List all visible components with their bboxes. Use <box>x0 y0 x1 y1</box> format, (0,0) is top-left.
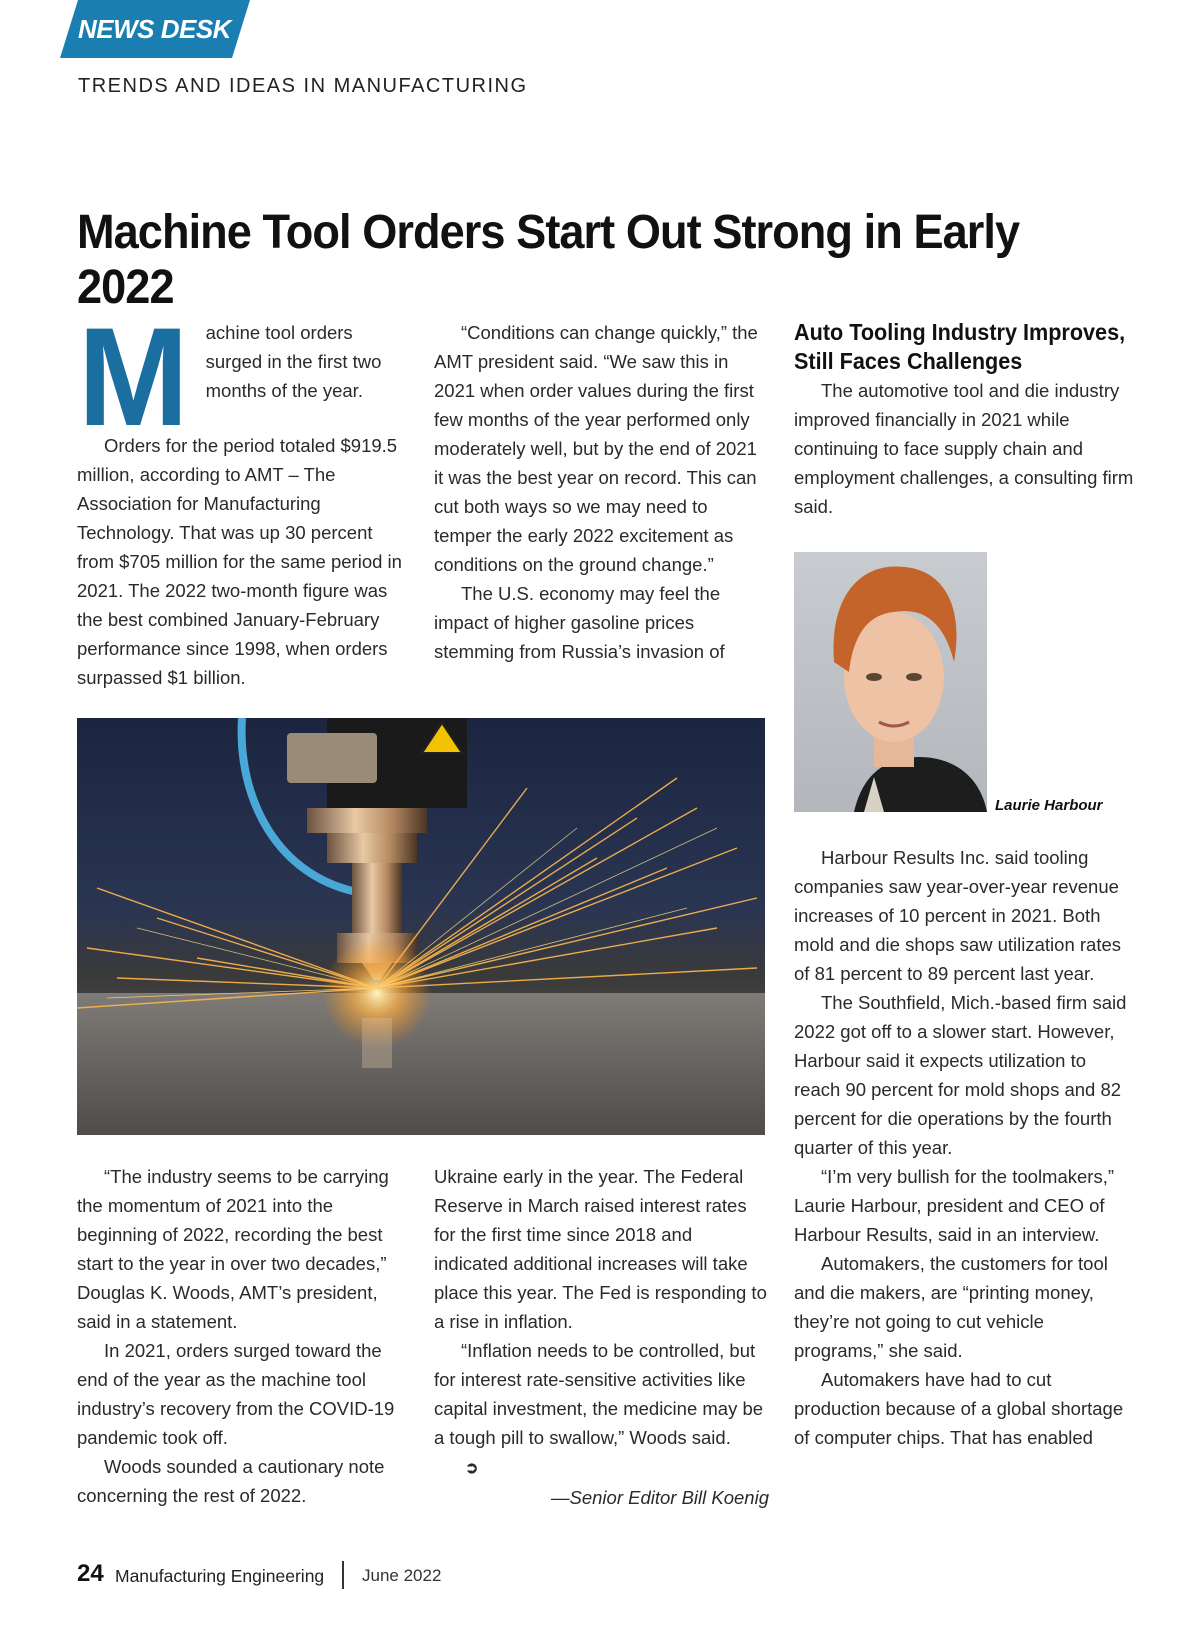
issue-date: June 2022 <box>362 1566 442 1585</box>
article-column-2-bottom <box>434 1162 769 1512</box>
article-paragraph: Ukraine early in the year. The Federal Reserve in March raised interest rates for the first time since 2018 and indicated additional increases will take place this year. The Fed is responding to a rise in inflation. <box>434 1166 767 1332</box>
article-paragraph <box>434 1336 769 1483</box>
portrait-illustration <box>794 552 987 812</box>
sidebar-paragraph: “I’m very bullish for the toolmakers,” Laurie Harbour, president and CEO of Harbour Results, said in an interview. <box>794 1166 1115 1245</box>
sidebar-intro: The automotive tool and die industry improved financially in 2021 while continuing to face supply chain and employment challenges, a consulting firm said. <box>794 380 1134 517</box>
article-paragraph: “Conditions can change quickly,” the AMT president said. “We saw this in 2021 when order values during the first few months of the year performed only moderately well, but by the end of 2021 it was the best year on record. This can cut both ways so we may need to temper the early 2022 excitement as conditions on the ground change.” <box>434 322 758 575</box>
sidebar-column-bottom <box>794 843 1134 1452</box>
article-byline: —Senior Editor Bill Koenig <box>551 1487 769 1508</box>
sidebar-paragraph: The Southfield, Mich.-based firm said 2022 got off to a slower start. However, Harbour said it expects utilization to reach 90 percent for mold shops and 82 percent for die operations by the fourth quarter of this year. <box>794 992 1127 1158</box>
news-desk-label: NEWS DESK <box>78 14 231 44</box>
page-number: 24 <box>77 1560 104 1587</box>
sidebar-subhead: Auto Tooling Industry Improves, Still Faces Challenges <box>794 319 1126 374</box>
article-paragraph: The U.S. economy may feel the impact of higher gasoline prices stemming from Russia’s invasion of <box>434 583 725 662</box>
portrait-photo <box>794 552 987 812</box>
sidebar-column-top <box>794 318 1134 521</box>
article-paragraph: Woods sounded a cautionary note concerning the rest of 2022. <box>77 1456 385 1506</box>
drop-cap: M <box>77 298 189 455</box>
article-column-1-top <box>77 298 402 692</box>
article-paragraph: In 2021, orders surged toward the end of the year as the machine tool industry’s recovery from the COVID-19 pandemic took off. <box>77 1340 395 1448</box>
laser-cutting-illustration <box>77 718 765 1135</box>
article-headline: Machine Tool Orders Start Out Strong in Early 2022 <box>77 206 1020 314</box>
sidebar-paragraph: Automakers, the customers for tool and die makers, are “printing money, they’re not going to cut vehicle programs,” she said. <box>794 1253 1108 1361</box>
lead-paragraph: achine tool orders surged in the first two months of the year. <box>205 322 382 401</box>
laser-cutting-photo <box>77 718 765 1135</box>
portrait-caption: Laurie Harbour <box>995 797 1103 814</box>
article-paragraph: Orders for the period totaled $919.5 million, according to AMT – The Association for Manufacturing Technology. That was up 30 percent from $705 million for the same period in 2021. The 2022 two-month figure was the best combined January-February performance since 1998, when orders surpassed $1 billion. <box>77 435 402 688</box>
publication-name: Manufacturing Engineering <box>115 1566 325 1586</box>
article-column-1-bottom <box>77 1162 407 1510</box>
end-mark-icon: ➲ <box>465 1460 479 1477</box>
article-column-2-top <box>434 318 764 666</box>
footer-divider <box>342 1561 344 1589</box>
closing-paragraph-text: “Inflation needs to be controlled, but for interest rate-sensitive activities like capital investment, the medicine may be a tough pill to swallow,” Woods said. <box>434 1340 764 1448</box>
sidebar-paragraph: Automakers have had to cut production because of a global shortage of computer chips. That has enabled <box>794 1369 1124 1448</box>
section-tagline: TRENDS AND IDEAS IN MANUFACTURING <box>78 75 528 97</box>
article-paragraph: “The industry seems to be carrying the momentum of 2021 into the beginning of 2022, recording the best start to the year in over two decades,” Douglas K. Woods, AMT’s president, said in a statement. <box>77 1166 389 1332</box>
sidebar-paragraph: Harbour Results Inc. said tooling companies saw year-over-year revenue increases of 10 percent in 2021. Both mold and die shops saw utilization rates of 81 percent to 89 percent last year. <box>794 847 1122 984</box>
